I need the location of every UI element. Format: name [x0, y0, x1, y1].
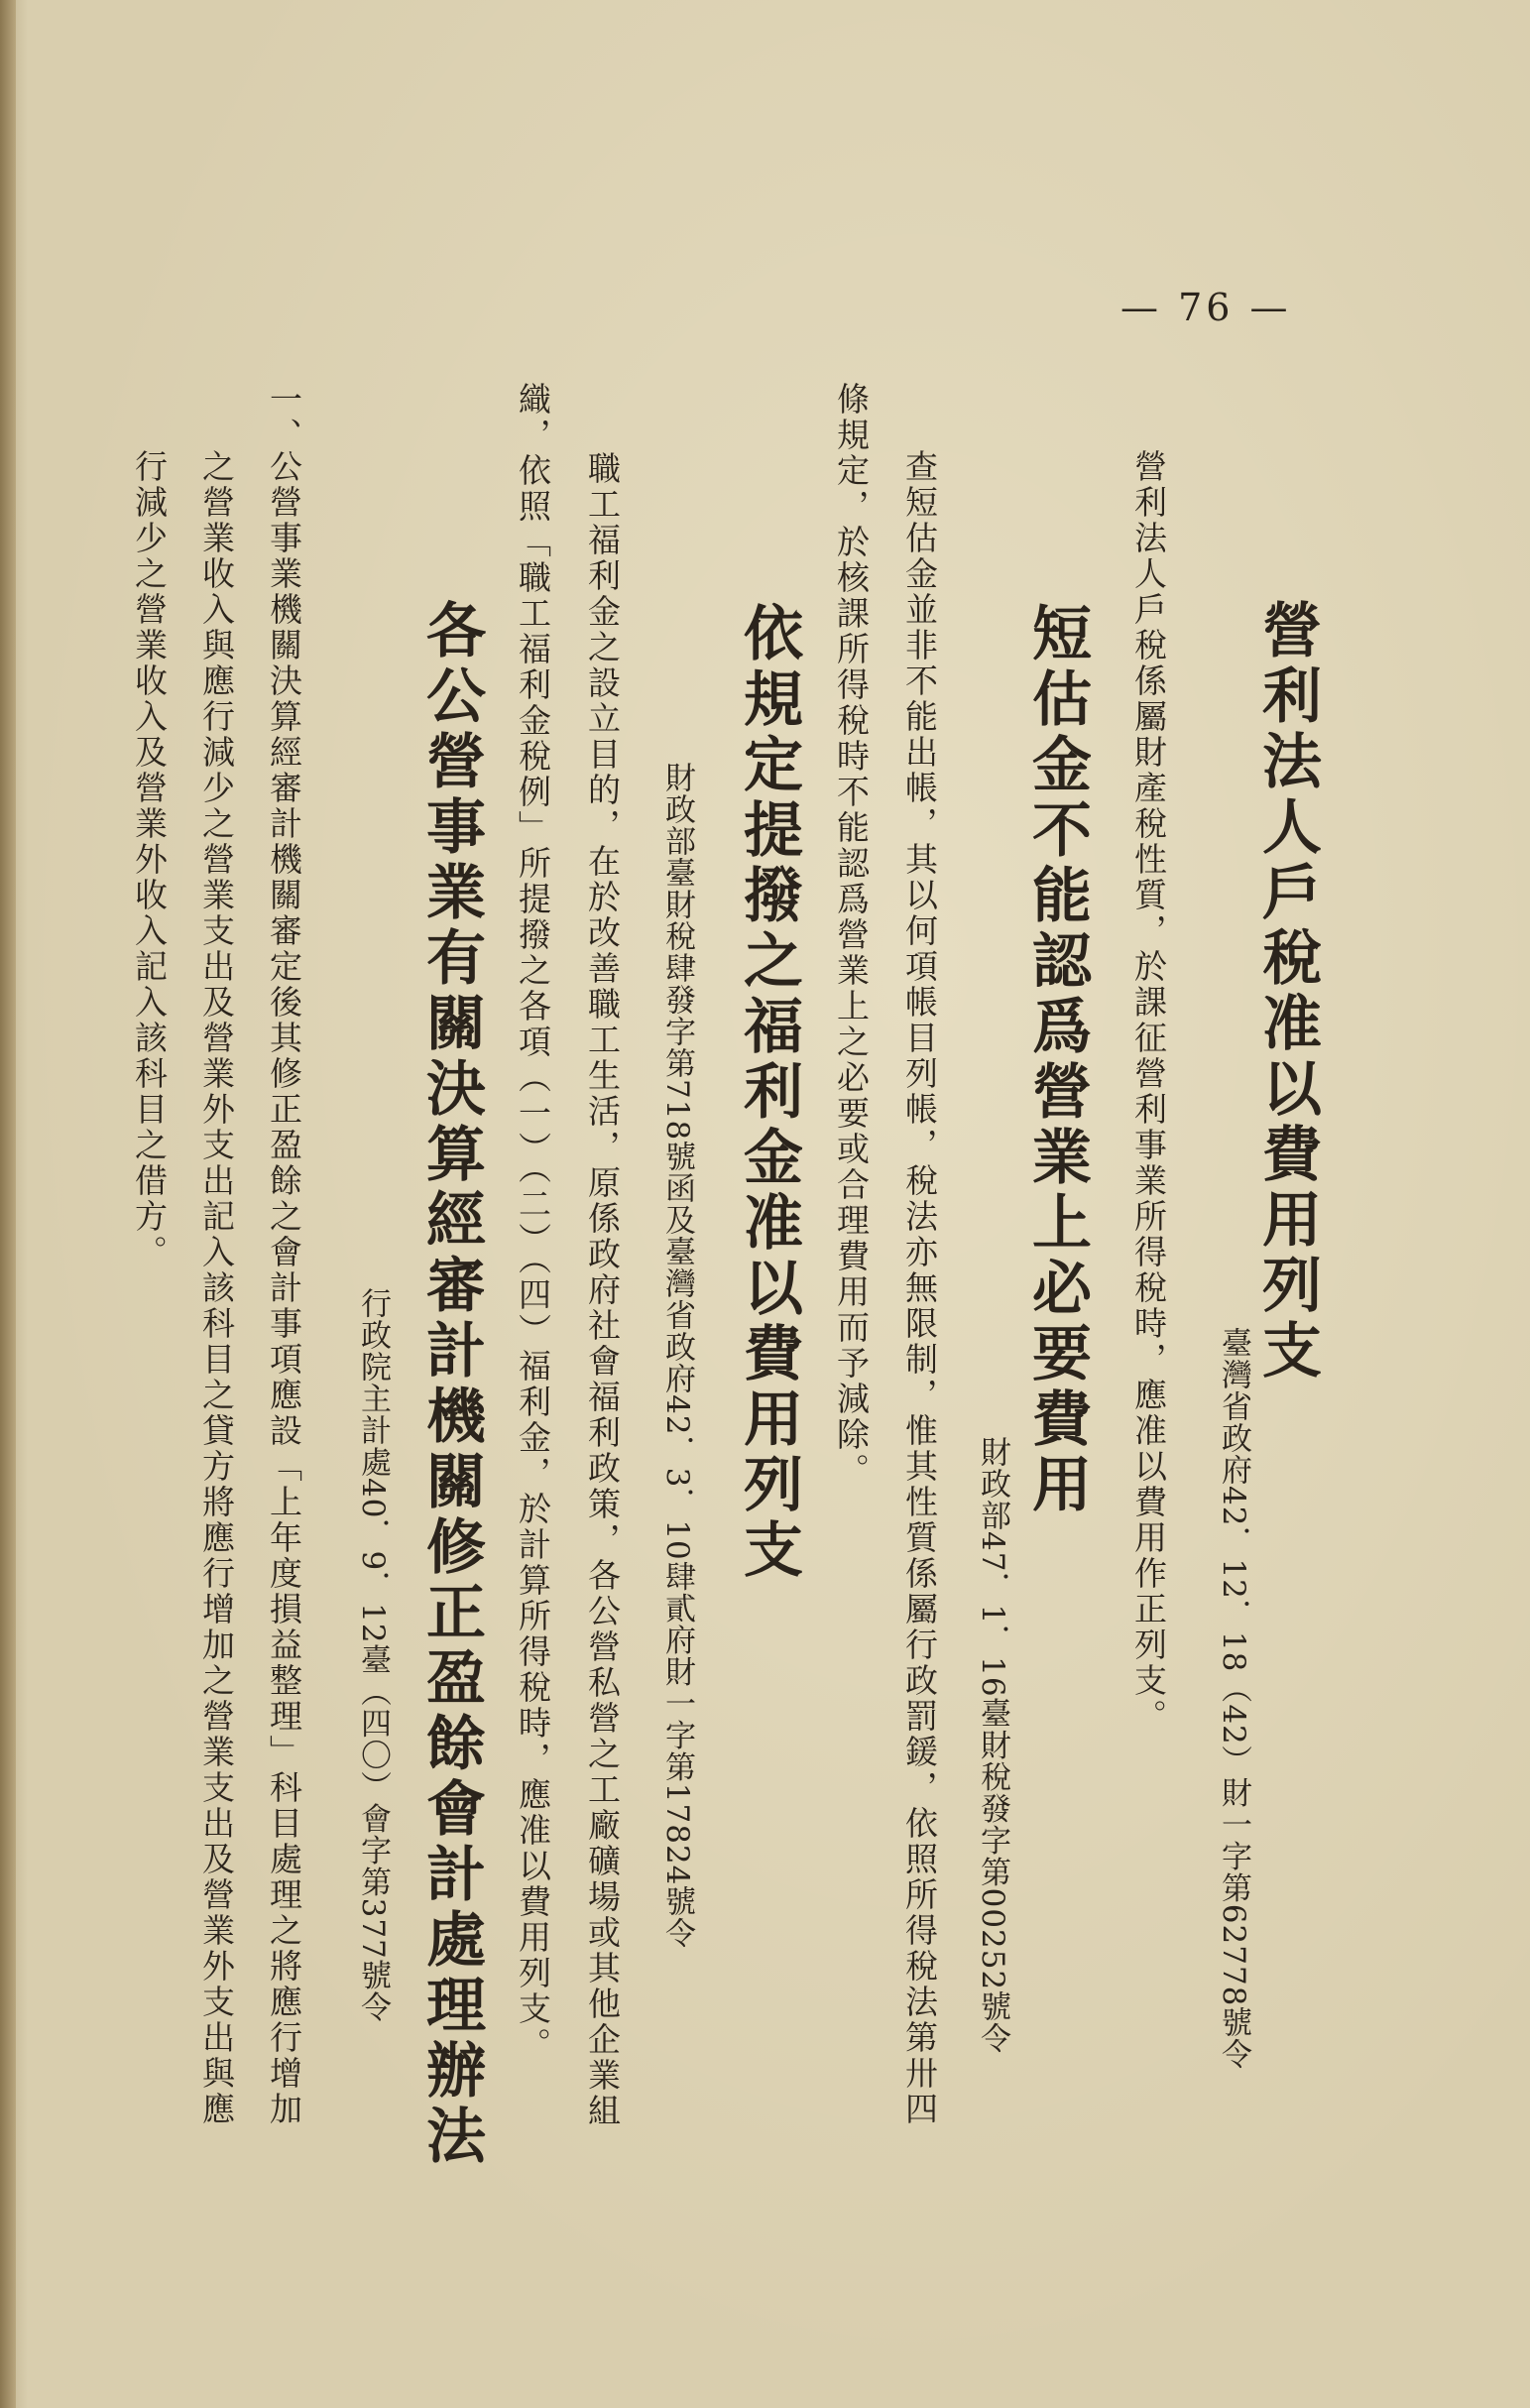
section-title: 依規定提撥之福利金准以費用列支: [734, 602, 803, 1584]
page-number: — 76 —: [1120, 286, 1292, 329]
paragraph-line: 營利法人戶稅係屬財產稅性質，於課征營利事業所得稅時，應准以費用作正列支。: [1129, 449, 1168, 1735]
paragraph-line: 條規定，於核課所得稅時不能認爲營業上之必要或合理費用而予減除。: [832, 382, 871, 1489]
section-title: 短估金不能認爲營業上必要費用: [1022, 602, 1092, 1518]
section-title: 各公營事業有關決算經審計機關修正盈餘會計處理辦法: [416, 599, 486, 2170]
paragraph-line: 行減少之營業收入及營業外收入記入該科目之借方。: [130, 449, 169, 1270]
book-binding-edge: [0, 0, 16, 2408]
section-citation: 財政部47．1．16臺財稅發字第00252號令: [975, 1436, 1010, 2055]
paragraph-line: 公營事業機關決算經審計機關審定後其修正盈餘之會計事項應設「上年度損益整理」科目處理之將應行增加: [265, 449, 303, 2127]
section-citation: 臺灣省政府42．12．18（42）財一字第62778號令: [1216, 1327, 1251, 2071]
list-item-marker: 一、: [265, 382, 303, 453]
section-citation: 財政部臺財稅肆發字第718號函及臺灣省政府42．3．10肆貳府財一字第17824號令: [659, 762, 695, 1950]
paragraph-line: 之營業收入與應行減少之營業支出及營業外支出記入該科目之貸方將應行增加之營業支出及營業外支出與應: [197, 449, 236, 2127]
section-citation: 行政院主計處40．9．12臺（四〇）會字第377號令: [355, 1287, 391, 2023]
section-title: 營利法人戶稅准以費用列支: [1252, 599, 1322, 1385]
paragraph-line: 織，依照「職工福利金稅例」所提撥之各項（一）（二）（四）福利金，於計算所得稅時，應准以費用列支。: [514, 382, 552, 2063]
paragraph-line: 職工福利金之設立目的，在於改善職工生活，原係政府社會福利政策，各公營私營之工廠礦場或其他企業組: [583, 451, 622, 2129]
paragraph-line: 查短估金並非不能出帳，其以何項帳目列帳，稅法亦無限制，惟其性質係屬行政罰鍰，依照所得稅法第卅四: [900, 449, 939, 2127]
